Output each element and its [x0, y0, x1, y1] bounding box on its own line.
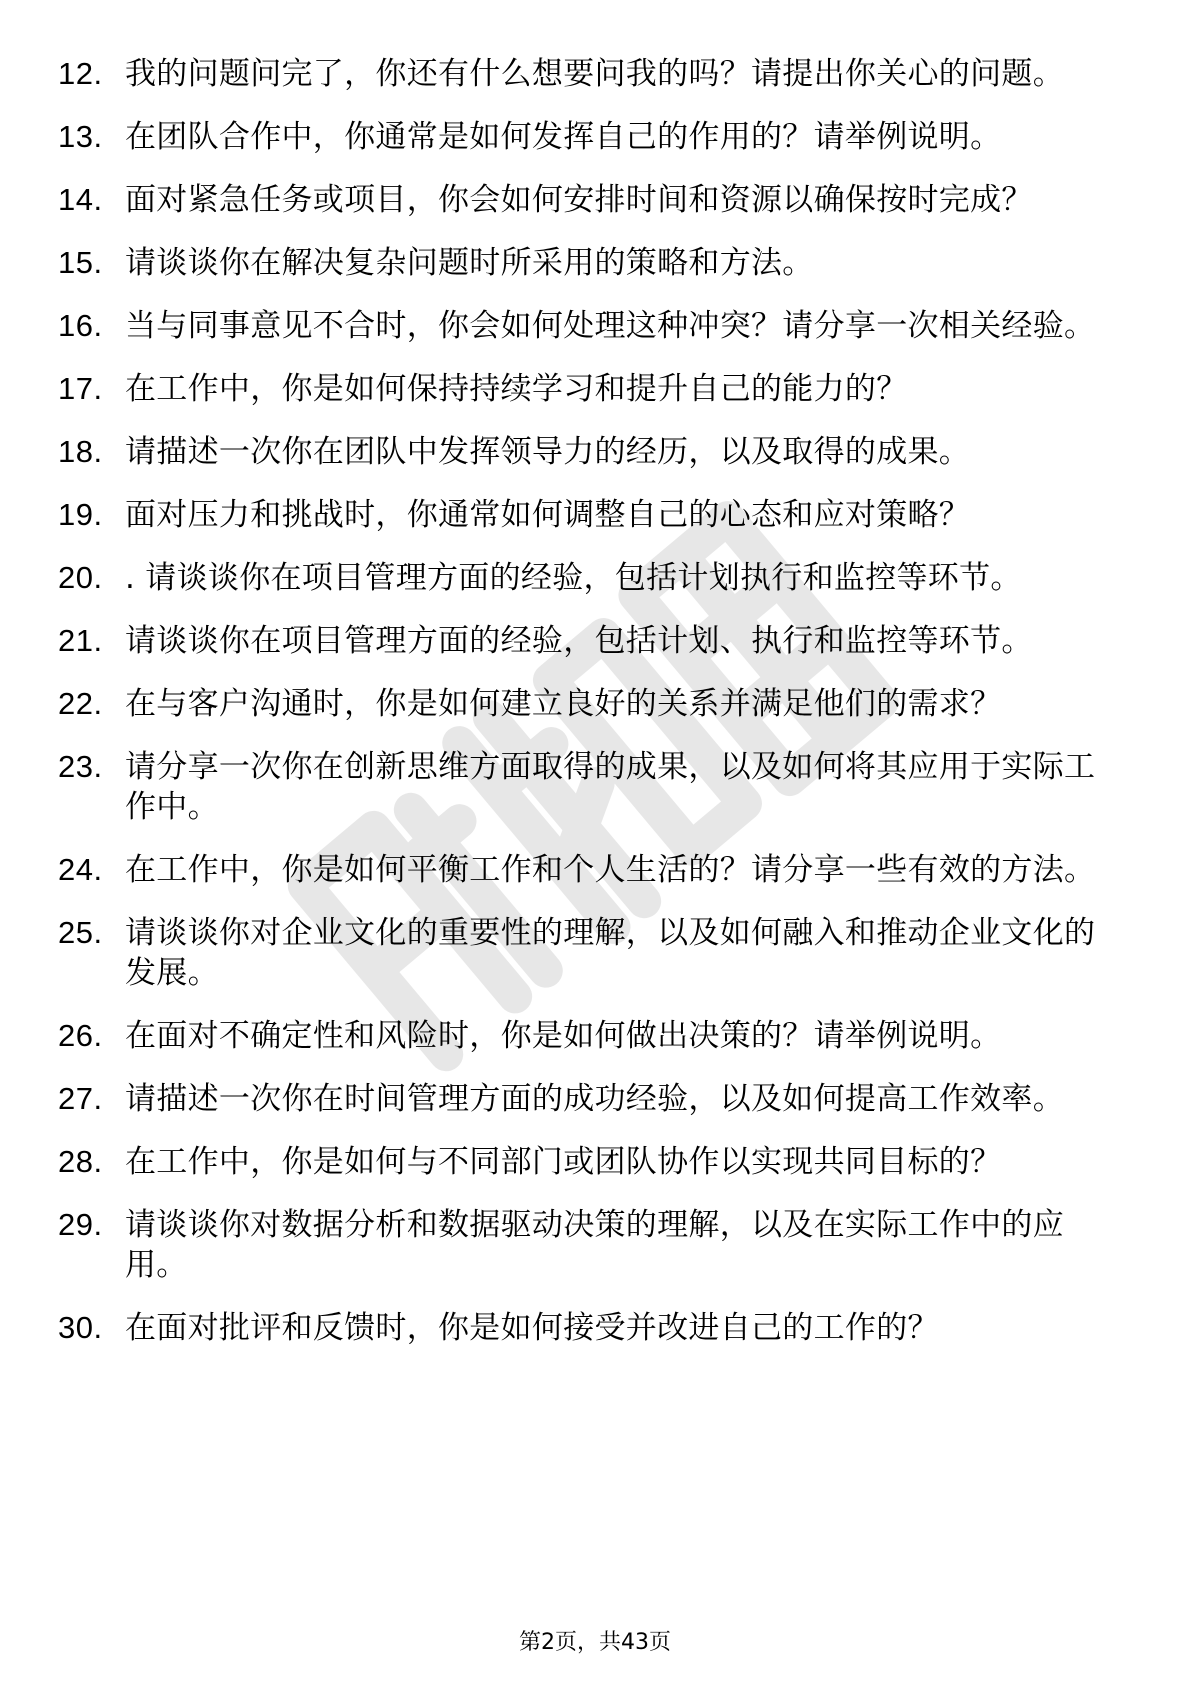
list-item	[0, 1079, 1190, 1119]
item-number: 19.	[58, 497, 103, 532]
item-number: 12.	[58, 56, 103, 91]
list-item	[0, 306, 1190, 346]
item-number: 20.	[58, 560, 103, 595]
list-item	[0, 1308, 1190, 1348]
item-text: 当与同事意见不合时，你会如何处理这种冲突？请分享一次相关经验。	[125, 308, 1096, 344]
list-item	[0, 621, 1190, 661]
item-text: 在与客户沟通时，你是如何建立良好的关系并满足他们的需求？	[125, 686, 1002, 722]
item-text: 我的问题问完了，你还有什么想要问我的吗？请提出你关心的问题。	[125, 56, 1064, 92]
list-item	[0, 1205, 1190, 1285]
item-text: 请描述一次你在时间管理方面的成功经验，以及如何提高工作效率。	[125, 1081, 1064, 1117]
item-text: 请描述一次你在团队中发挥领导力的经历，以及取得的成果。	[125, 434, 971, 470]
item-text: 请谈谈你在解决复杂问题时所采用的策略和方法。	[125, 245, 814, 281]
item-number: 27.	[58, 1081, 103, 1116]
item-text: 在团队合作中，你通常是如何发挥自己的作用的？请举例说明。	[125, 119, 1002, 155]
list-item	[0, 850, 1190, 890]
item-text: 请谈谈你对企业文化的重要性的理解，以及如何融入和推动企业文化的发展。	[125, 915, 1096, 991]
item-number: 16.	[58, 308, 103, 343]
item-text: 请谈谈你在项目管理方面的经验，包括计划、执行和监控等环节。	[125, 623, 1033, 659]
list-item	[0, 558, 1190, 598]
item-text: 面对紧急任务或项目，你会如何安排时间和资源以确保按时完成？	[125, 182, 1033, 218]
list-item	[0, 243, 1190, 283]
list-item	[0, 684, 1190, 724]
item-text: 在面对不确定性和风险时，你是如何做出决策的？请举例说明。	[125, 1018, 1002, 1054]
item-text: 请谈谈你对数据分析和数据驱动决策的理解，以及在实际工作中的应用。	[125, 1207, 1064, 1283]
item-number: 18.	[58, 434, 103, 469]
question-list	[0, 54, 1190, 1348]
list-item	[0, 1016, 1190, 1056]
item-text: 在工作中，你是如何与不同部门或团队协作以实现共同目标的？	[125, 1144, 1002, 1180]
item-text: . 请谈谈你在项目管理方面的经验，包括计划执行和监控等环节。	[125, 560, 1022, 596]
list-item	[0, 747, 1190, 827]
item-number: 30.	[58, 1310, 103, 1345]
item-text: 在工作中，你是如何保持持续学习和提升自己的能力的？	[125, 371, 908, 407]
list-item	[0, 432, 1190, 472]
item-text: 请分享一次你在创新思维方面取得的成果，以及如何将其应用于实际工作中。	[125, 749, 1096, 825]
item-number: 14.	[58, 182, 103, 217]
list-item	[0, 117, 1190, 157]
item-number: 22.	[58, 686, 103, 721]
item-number: 15.	[58, 245, 103, 280]
item-number: 28.	[58, 1144, 103, 1179]
list-item	[0, 495, 1190, 535]
item-number: 13.	[58, 119, 103, 154]
item-number: 24.	[58, 852, 103, 887]
list-item	[0, 913, 1190, 993]
item-number: 26.	[58, 1018, 103, 1053]
item-number: 17.	[58, 371, 103, 406]
item-text: 在面对批评和反馈时，你是如何接受并改进自己的工作的？	[125, 1310, 939, 1346]
item-number: 21.	[58, 623, 103, 658]
list-item	[0, 54, 1190, 94]
list-item	[0, 180, 1190, 220]
item-number: 29.	[58, 1207, 103, 1242]
item-text: 在工作中，你是如何平衡工作和个人生活的？请分享一些有效的方法。	[125, 852, 1096, 888]
item-number: 25.	[58, 915, 103, 950]
list-item	[0, 1142, 1190, 1182]
item-number: 23.	[58, 749, 103, 784]
page-footer: 第2页，共43页	[519, 1630, 671, 1655]
list-item	[0, 369, 1190, 409]
item-text: 面对压力和挑战时，你通常如何调整自己的心态和应对策略？	[125, 497, 971, 533]
